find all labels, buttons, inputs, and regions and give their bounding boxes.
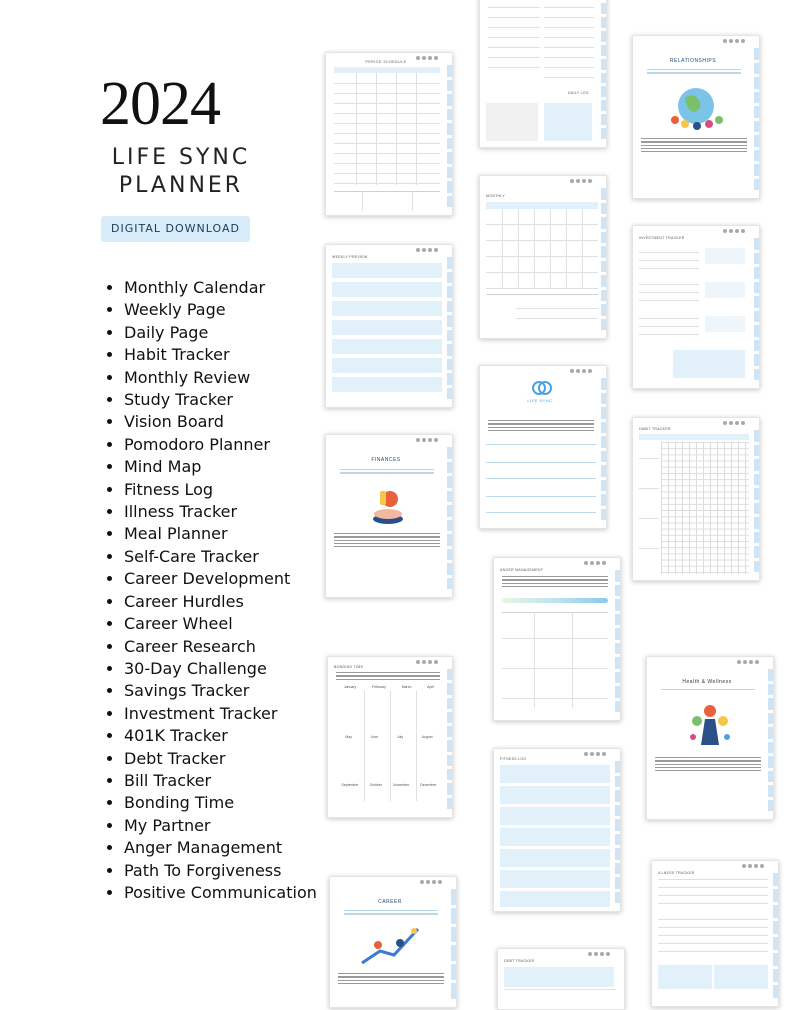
globe-people-illustration xyxy=(667,82,725,132)
monthly-calendar-preview: MONTHLY xyxy=(479,175,607,339)
investment-tracker-preview: INVESTMENT TRACKER xyxy=(632,225,760,389)
digital-download-badge: DIGITAL DOWNLOAD xyxy=(101,216,250,242)
relationships-preview: RELATIONSHIPS xyxy=(632,35,760,199)
list-item: • Path To Forgiveness xyxy=(124,860,317,882)
month-label: December xyxy=(420,783,437,787)
health-wellness-preview: Health & Wellness xyxy=(646,656,774,820)
list-item: • Monthly Review xyxy=(124,367,317,389)
debt-tracker-preview: DEBT TRACKER xyxy=(497,948,625,1010)
list-item: • Anger Management xyxy=(124,837,317,859)
list-item: • Weekly Page xyxy=(124,299,317,321)
list-item: • Illness Tracker xyxy=(124,501,317,523)
month-label: April xyxy=(427,685,435,689)
list-item: • 401K Tracker xyxy=(124,725,317,747)
fitness-log-preview: FITNESS LOG xyxy=(493,748,621,912)
list-item: • 30-Day Challenge xyxy=(124,658,317,680)
list-item: • Bonding Time xyxy=(124,792,317,814)
period-schedule-preview: PERIOD SCHEDULE xyxy=(325,52,453,216)
month-label: September xyxy=(341,783,359,787)
list-item: • Meal Planner xyxy=(124,523,317,545)
list-item: • Savings Tracker xyxy=(124,680,317,702)
month-label: February xyxy=(371,685,386,689)
list-item: • Vision Board xyxy=(124,411,317,433)
list-item: • Career Research xyxy=(124,636,317,658)
anger-management-preview: ANGER MANAGEMENT xyxy=(493,557,621,721)
weekly-preview: WEEKLY PREVIEW xyxy=(325,244,453,408)
month-label: June xyxy=(370,735,379,739)
habit-tracker-preview: HABIT TRACKER xyxy=(632,417,760,581)
career-preview: CAREER xyxy=(329,876,457,1008)
month-label: November xyxy=(393,783,410,787)
career-illustration xyxy=(360,921,424,967)
list-item: • Study Tracker xyxy=(124,389,317,411)
year-heading: 2024 xyxy=(100,70,220,138)
list-item: • Career Hurdles xyxy=(124,591,317,613)
wellness-illustration xyxy=(685,697,735,749)
piggy-bank-illustration xyxy=(366,485,410,527)
finances-preview: FINANCES xyxy=(325,434,453,598)
list-item: • Mind Map xyxy=(124,456,317,478)
list-item: • Investment Tracker xyxy=(124,703,317,725)
list-item: • Habit Tracker xyxy=(124,344,317,366)
list-item: • Career Wheel xyxy=(124,613,317,635)
list-item: • My Partner xyxy=(124,815,317,837)
list-item: • Debt Tracker xyxy=(124,748,317,770)
title-line-1: LIFE SYNC xyxy=(111,145,251,170)
list-item: • Monthly Calendar xyxy=(124,277,317,299)
list-item: • Career Development xyxy=(124,568,317,590)
month-label: January xyxy=(343,685,357,689)
title-line-2: PLANNER xyxy=(118,173,244,198)
daily-log-preview: DAILY LOG xyxy=(479,0,607,148)
month-label: August xyxy=(421,735,433,739)
list-item: • Daily Page xyxy=(124,322,317,344)
month-label: May xyxy=(345,735,352,739)
list-item: • Positive Communication xyxy=(124,882,317,904)
list-item: • Fitness Log xyxy=(124,479,317,501)
bonding-time-preview: BONDING TIME January February March April May June July August September October November December xyxy=(327,656,453,818)
list-item: • Pomodoro Planner xyxy=(124,434,317,456)
month-label: July xyxy=(396,735,404,739)
feature-list xyxy=(104,277,317,904)
list-item: • Self-Care Tracker xyxy=(124,546,317,568)
month-label: October xyxy=(369,783,383,787)
planner-title xyxy=(96,144,266,200)
life-sync-logo-icon xyxy=(530,380,554,396)
list-item: • Bill Tracker xyxy=(124,770,317,792)
illness-tracker-preview: ILLNESS TRACKER xyxy=(651,860,779,1007)
month-label: March xyxy=(401,685,412,689)
life-sync-cover-preview: LIFE SYNC xyxy=(479,365,607,529)
